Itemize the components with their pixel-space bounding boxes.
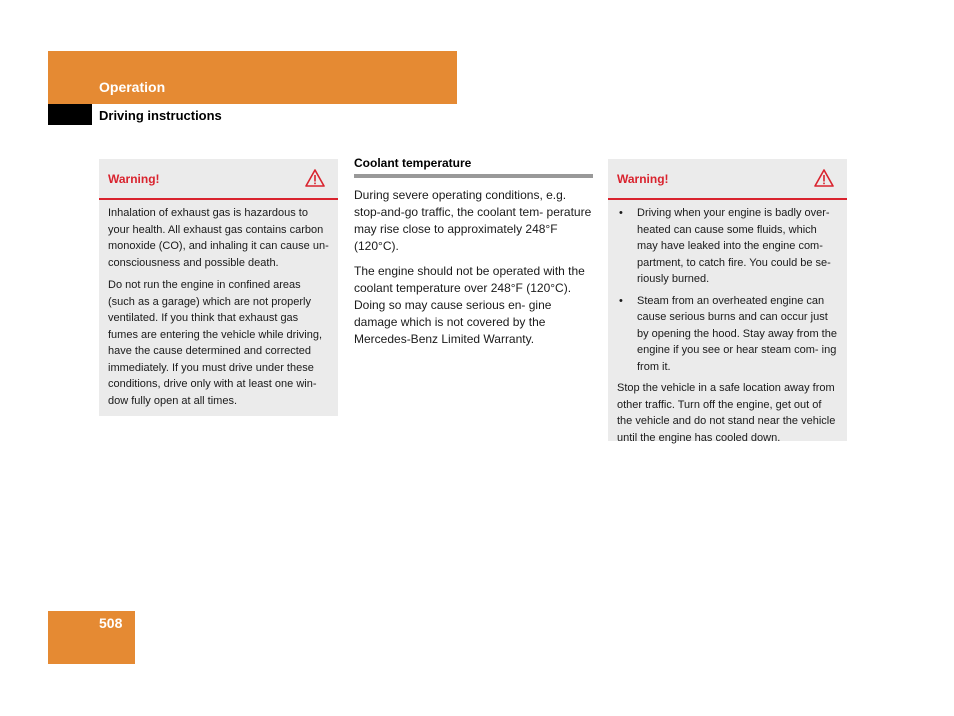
warning-paragraph: Inhalation of exhaust gas is hazardous to your health. All exhaust gas contains carbon monoxide (CO), and inhaling it can cause un- consciousness and possible death. bbox=[108, 207, 329, 269]
section-title: Operation bbox=[99, 79, 166, 95]
coolant-temperature-heading: Coolant temperature bbox=[354, 156, 593, 178]
section-header-bar bbox=[48, 51, 457, 104]
body-paragraph: During severe operating conditions, e.g. stop-and-go traffic, the coolant tem- perature may rise close to approximately 248°F (120°C). bbox=[354, 188, 592, 253]
list-item bbox=[617, 205, 838, 288]
warning-title: Warning! bbox=[108, 172, 160, 186]
warning-header bbox=[99, 159, 338, 200]
bullet-icon: • bbox=[619, 207, 623, 219]
warning-bullet-list bbox=[617, 205, 838, 375]
overheating-warning-box bbox=[608, 159, 847, 444]
subsection-marker bbox=[48, 104, 92, 125]
warning-triangle-icon bbox=[305, 168, 325, 188]
coolant-temperature-section bbox=[354, 156, 593, 356]
bullet-text: Steam from an overheated engine can cause serious burns and can occur just by opening the hood. Stay away from the engine if you see or hear steam com- ing from it. bbox=[637, 294, 837, 373]
exhaust-warning-box bbox=[99, 159, 338, 416]
warning-paragraph: Do not run the engine in confined areas (such as a garage) which are not properly ventilated. If you think that exhaust gas fumes are entering the vehicle while driving, have the cause determined and corrected immediately. If you must drive under these conditions, drive only with at least one win- dow fully open at all times. bbox=[108, 279, 323, 407]
bullet-icon: • bbox=[619, 294, 623, 307]
warning-body bbox=[608, 200, 847, 454]
warning-footer-text: Stop the vehicle in a safe location away from other traffic. Turn off the engine, get out of the vehicle and do not stand near the vehicle until the engine has cooled down. bbox=[617, 382, 836, 444]
warning-title: Warning! bbox=[617, 172, 669, 186]
bullet-text: Driving when your engine is badly over- heated can cause some fluids, which may have leaked into the engine com- partment, to catch fire. You could be se- riously burned. bbox=[637, 207, 831, 285]
page-number: 508 bbox=[99, 615, 123, 631]
warning-body bbox=[99, 200, 338, 417]
body-paragraph: The engine should not be operated with the coolant temperature over 248°F (120°C). Doing so may cause serious en- gine damage which is not covered by the Mercedes-Benz Limited Warranty. bbox=[354, 264, 585, 346]
warning-header bbox=[608, 159, 847, 200]
list-item bbox=[617, 293, 838, 376]
warning-triangle-icon bbox=[814, 168, 834, 188]
subsection-title: Driving instructions bbox=[99, 108, 222, 123]
